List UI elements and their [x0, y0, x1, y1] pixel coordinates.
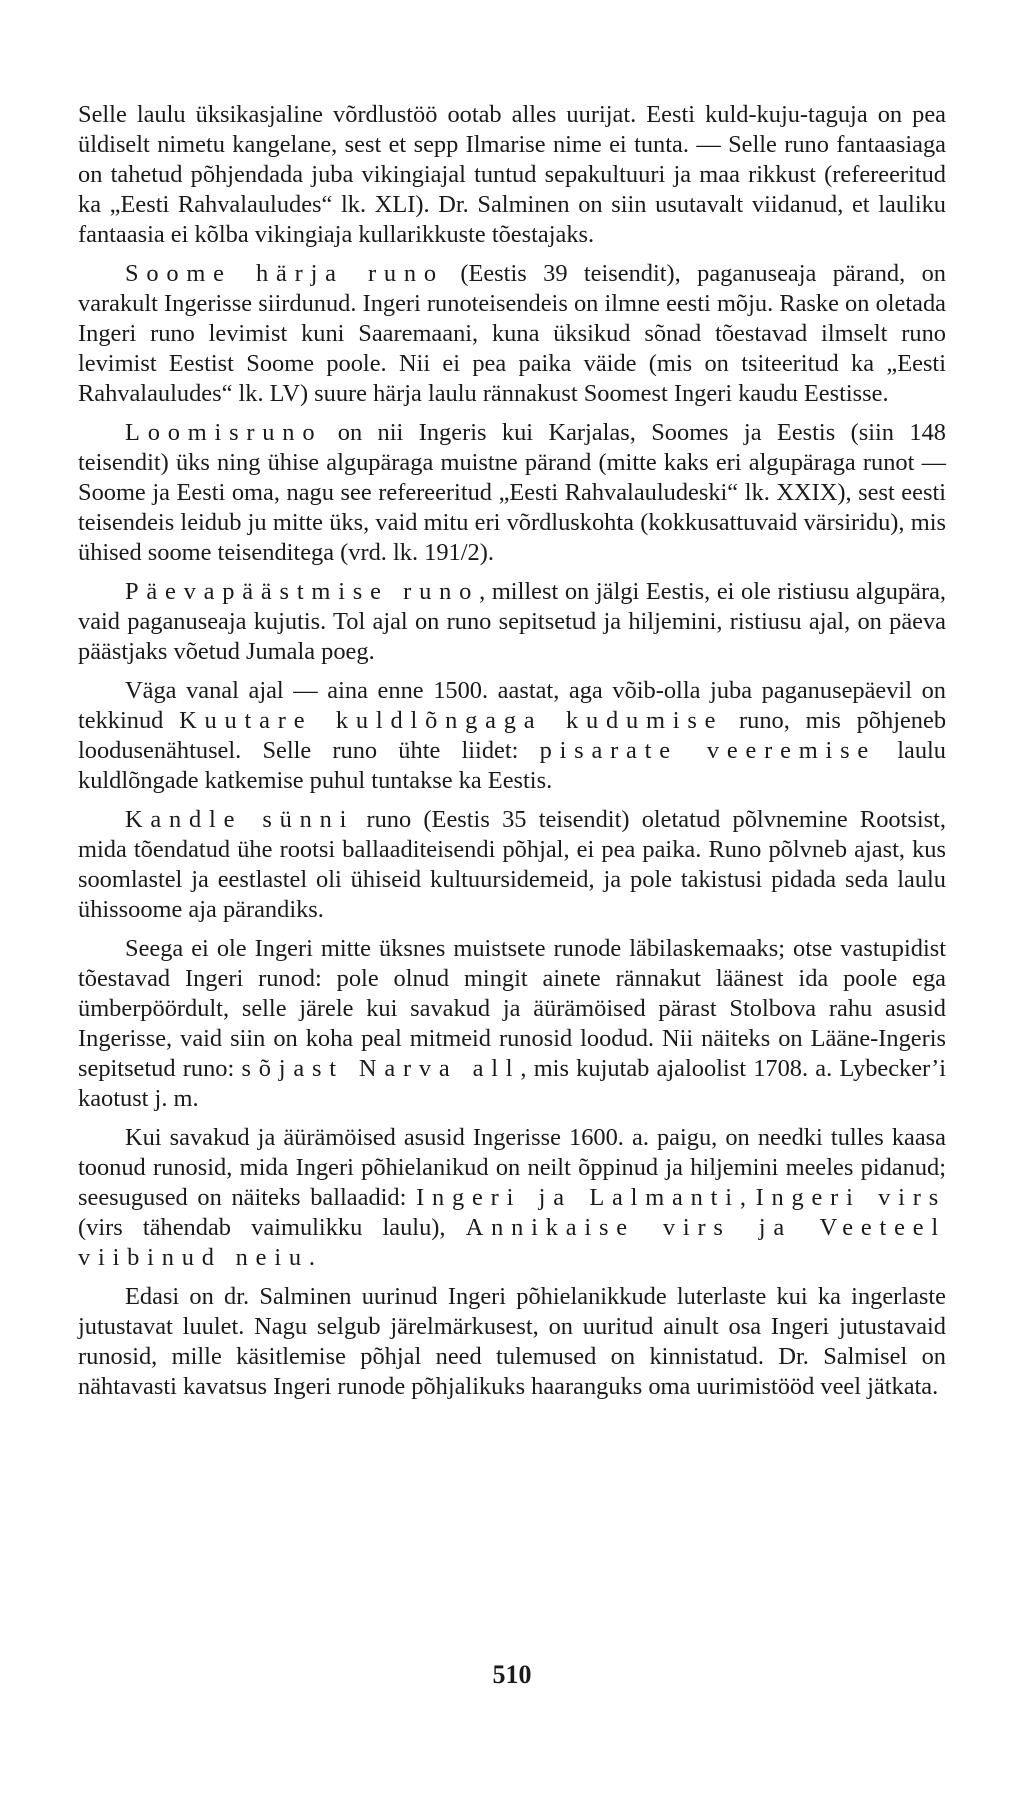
- paragraph: [78, 418, 946, 568]
- spaced-title-text: Päevapäästmise runo: [125, 578, 480, 605]
- spaced-title-text: Soome härja runo: [125, 260, 444, 287]
- body-text: runo, mis põhjeneb loodusenähtusel. Selle runo ühte liidet:: [78, 707, 947, 764]
- spaced-title-text: pisarate veeremise: [539, 737, 877, 764]
- paragraph: [78, 259, 946, 409]
- paragraph: [78, 1123, 946, 1273]
- spaced-title-text: Kandle sünni: [125, 806, 355, 833]
- paragraph: [78, 577, 946, 667]
- body-text: Edasi on dr. Salminen uurinud Ingeri põhielanikkude luterlaste kui ka ingerlaste jutustavat luulet. Nagu selgub järelmärkusest, on uuritud ainult osa Ingeri jutustavaid runosid, mille käsitlemise põhjal need tulemused on kinnistatud. Dr. Salmisel on nähtavasti kavatsus Ingeri runode põhjalikuks haaranguks oma uurimistööd veel jätkata.: [78, 1283, 946, 1400]
- body-text: Kui savakud ja äürämöised asusid Ingerisse 1600. a. paigu, on needki tulles kaasa toonud runosid, mida Ingeri põhielanikud on neilt õppinud ja hiljemini meeles pidanud; seesugused on näiteks ballaadid:: [78, 1124, 946, 1211]
- spaced-title-text: Kuutare kuldlõngaga kudumise: [179, 707, 724, 734]
- body-text: laulu kuldlõngade katkemise puhul tuntakse ka Eestis.: [78, 737, 946, 794]
- body-text: , mis kujutab ajaloolist 1708. a. Lybecker’i kaotust j. m.: [78, 1055, 946, 1112]
- body-text: .: [308, 1244, 316, 1271]
- spaced-title-text: sõjast Narva all: [241, 1055, 521, 1082]
- body-text: on nii Ingeris kui Karjalas, Soomes ja Eestis (siin 148 teisendit) üks ning ühise algupäraga muistne pärand (mitte kaks eri algupäraga runot — Soome ja Eesti oma, nagu see refereeritud „Eesti Rahvalauludeski“ lk. XXIX), sest eesti teisendeis leidub ju mitte üks, vaid mitu eri võrdluskohta (kokkusattuvaid värsiridu), mis ühised soome teisenditega (vrd. lk. 191/2).: [78, 419, 946, 566]
- spaced-title-text: Loomisruno: [125, 419, 323, 446]
- body-text: ,: [739, 1184, 756, 1211]
- body-text: Seega ei ole Ingeri mitte üksnes muistsete runode läbilaskemaaks; otse vastupidist tõestavad Ingeri runod: pole olnud mingit ainete rännakut läänest ida poole ega ümberpöördult, selle järele kui savakud ja äürämöised pärast Stolbova rahu asusid Ingerisse, vaid siin on koha peal mitmeid runosid loodud. Nii näiteks on Lääne-Ingeris sepitsetud runo:: [78, 935, 946, 1082]
- paragraph: [78, 100, 946, 250]
- body-text: Selle laulu üksikasjaline võrdlustöö ootab alles uurijat. Eesti kuld-kuju-taguja on pea üldiselt nimetu kangelane, sest et sepp Ilmarise nime ei tunta. — Selle runo fantaasiaga on tahetud põhjendada juba vikingiajal tuntud sepakultuuri ja maa rikkust (refereeritud ka „Eesti Rahvalauludes“ lk. XLI). Dr. Salminen on siin usutavalt viidanud, et lauliku fantaasia ei kõlba vikingiaja kullarikkuste tõestajaks.: [78, 101, 946, 248]
- body-text: Väga vanal ajal — aina enne 1500. aastat, aga võib-olla juba paganusepäevil on tekkinud: [78, 677, 946, 734]
- body-text: (Eestis 39 teisendit), paganuseaja pärand, on varakult Ingerisse siirdunud. Ingeri runoteisendeis on ilmne eesti mõju. Raske on oletada Ingeri runo levimist kuni Saaremaani, kuna üksikud sõnad tõestavad ilmselt runo levimist Eestist Soome poole. Nii ei pea paika väide (mis on tsiteeritud ka „Eesti Rahvalauludes“ lk. LV) suure härja laulu rännakust Soomest Ingeri kaudu Eestisse.: [78, 260, 946, 407]
- body-text: (virs tähendab vaimulikku laulu),: [78, 1214, 466, 1241]
- body-text: runo (Eestis 35 teisendit) oletatud põlvnemine Rootsist, mida tõendatud ühe rootsi ballaaditeisendi põhjal, ei pea paika. Runo põlvneb ajast, kus soomlastel ja eestlastel oli ühiseid kultuursidemeid, ja pole takistusi pidada seda laulu ühissoome aja pärandiks.: [78, 806, 946, 923]
- paragraph: [78, 934, 946, 1114]
- page-body: [78, 100, 946, 1411]
- body-text: , millest on jälgi Eestis, ei ole ristiusu algupära, vaid paganuseaja kujutis. Tol ajal on runo sepitsetud ja hiljemini, ristiusu ajal, on päeva päästjaks võetud Jumala poeg.: [78, 578, 946, 665]
- spaced-title-text: Ingeri virs: [755, 1184, 946, 1211]
- spaced-title-text: Ingeri ja Lalmanti: [416, 1184, 740, 1211]
- spaced-title-text: Annikaise virs ja Veeteel viibinud neiu: [78, 1214, 946, 1271]
- paragraph: [78, 1282, 946, 1402]
- paragraph: [78, 676, 946, 796]
- paragraph: [78, 805, 946, 925]
- page-number: 510: [492, 1660, 532, 1689]
